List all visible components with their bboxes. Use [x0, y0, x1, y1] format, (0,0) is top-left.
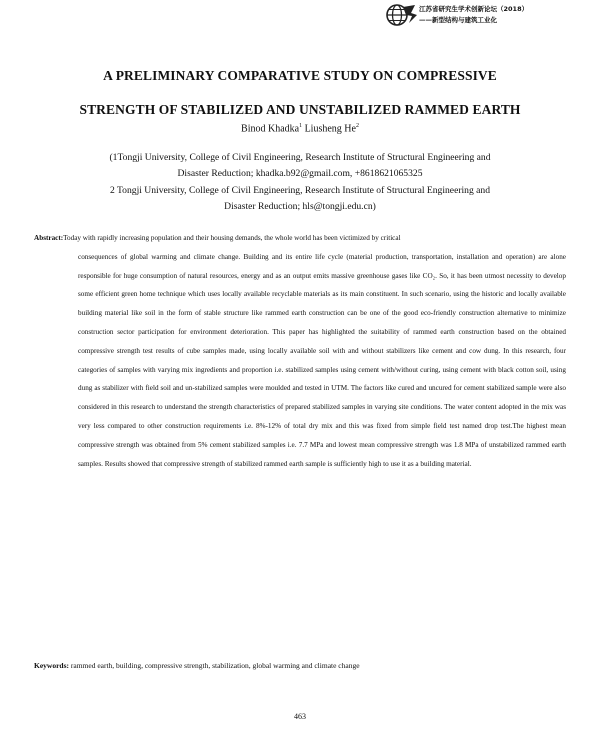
affiliation-line: Disaster Reduction; khadka.b92@gmail.com, +8618621065325 [177, 168, 423, 179]
author-name: Binod Khadka [241, 123, 300, 135]
forum-logo-globe-icon [385, 3, 419, 27]
abstract-first-text: Today with rapidly increasing population and their housing demands, the whole world has been victimized by critical [63, 234, 401, 242]
affiliation-mark: 2 [355, 123, 359, 129]
author-name: Liusheng He [304, 123, 356, 135]
affiliation-line: (1Tongji University, College of Civil Engineering, Research Institute of Structural Engineering and [109, 152, 491, 163]
affiliation-line: Disaster Reduction; hls@tongji.edu.cn) [224, 201, 376, 212]
paper-title-line-1: A PRELIMINARY COMPARATIVE STUDY ON COMPRESSIVE [103, 68, 497, 83]
abstract-label: Abstract: [34, 234, 64, 242]
abstract-first-line [34, 229, 566, 248]
keywords-text: rammed earth, building, compressive strength, stabilization, global warming and climate change [69, 661, 360, 670]
forum-name: 江苏省研究生学术创新论坛（2018） [419, 5, 529, 13]
affiliation-line: 2 Tongji University, College of Civil Engineering, Research Institute of Structural Engineering and [109, 185, 491, 196]
keywords-label: Keywords: [34, 661, 69, 670]
page-number: 463 [294, 712, 306, 721]
abstract [34, 229, 566, 473]
author-list [0, 123, 600, 134]
keywords [34, 661, 360, 670]
forum-header [419, 5, 589, 25]
paper-title-line-2: STRENGTH OF STABILIZED AND UNSTABILIZED RAMMED EARTH [79, 102, 521, 117]
forum-subtitle: ——新型结构与建筑工业化 [419, 16, 497, 24]
affiliation-mark: 1 [299, 123, 303, 129]
abstract-body: consequences of global warming and climate change. Building and its entire life cycle (material production, transportation, installation and operation) are alone responsible for huge consumption of natural resources, energy and as an output emits massive greenhouse gases like CO₂. So, it has been utmost necessity to develop some efficient green home technique which uses locally available recyclable materials as its main constituent. In such scenario, using the historic and locally available building material like soil in the form of stable structure like rammed earth construction can be one of the good eco-friendly construction alternative to minimize construction sector participation for environment deterioration. This paper has highlighted the suitability of rammed earth construction based on the obtained compressive strength test results of cube samples made, using locally available soil with and without stabilizers like cement and cow dung. In this research, four categories of samples with varying mix ingredients and proportion i.e. stabilized samples using cement with/without curing, using cement with black cotton soil, using dung as stabilizer with field soil and un-stabilized samples were moulded and tested in UTM. The factors like cured and uncured for cement stabilized sample were also considered in this research to understand the strength characteristics of prepared stabilized samples in varying site conditions. The water content adopted in the mix was very less compared to other construction requirements i.e. 8%-12% of total dry mix and this was fixed from simple field test named drop test.The highest mean compressive strength was obtained from 5% cement stabilized samples i.e. 7.7 MPa and lowest mean compressive strength was 1.8 MPa of unstabilized rammed earth samples. Results showed that compressive strength of stabilized rammed earth sample is sufficiently high to use it as a building material. [78, 252, 566, 468]
